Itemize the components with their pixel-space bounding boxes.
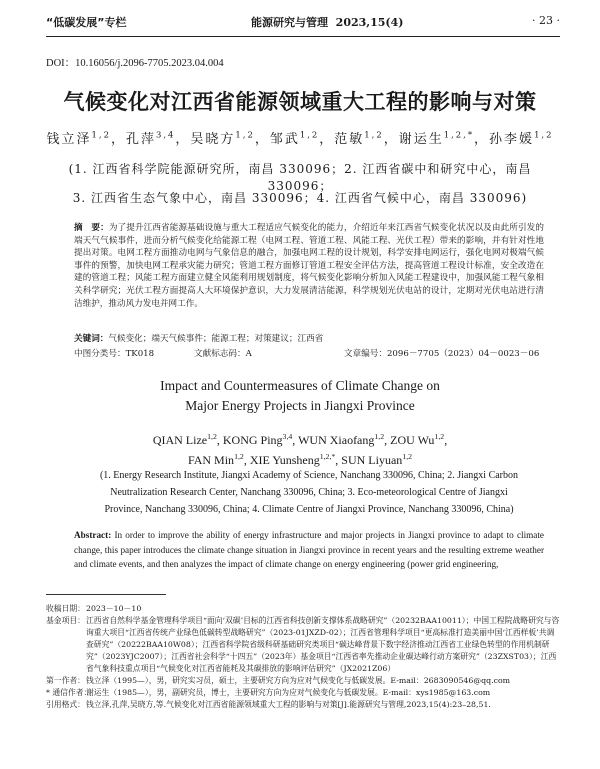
author-list-en <box>60 430 540 470</box>
header-divider <box>46 36 560 37</box>
footnote-corresponding <box>46 687 560 699</box>
paper-title: 气候变化对江西省能源领域重大工程的影响与对策 <box>63 90 537 114</box>
affiliation-en-line3: Province, Nanchang 330096, China; 4. Climate Centre of Jiangxi Province, Nanchang 330096, China) <box>104 504 514 515</box>
keywords-zh-label: 关键词： <box>74 334 109 344</box>
fund-text: 江西省自然科学基金管理科学项目“面向‘双碳’目标的江西省科技创新支撑体系战略研究”（20232BAA10011）；中国工程院战略研究与咨询重大项目“江西省传统产业绿色低碳转型战略研究”（2023-01JXZD-02）；江西省管理科学项目“更高标准打造美丽中国‘江西样板’共调查研究”（20222BAA10W08）；江西省科学院省级科研基础研究类项目“碳达峰背景下数字经济推动江西省工业绿色转型的作用机制研究”（2023YJC2007）；江西省社会科学“十四五”（2023年）基金项目“江西省率先推动企业碳达峰行动方案研究”（23ZXST03）；江西省气象科技重点项目“气候变化对江西省能耗及其碳排放的影响评估研究”（JX2021Z06） <box>86 616 560 673</box>
running-header <box>46 14 560 32</box>
fund-label: 基金项目： <box>46 616 85 625</box>
footnote-fund <box>46 615 560 675</box>
doi[interactable]: DOI：10.16056/j.2096-7705.2023.04.004 <box>46 58 224 69</box>
received-label: 收稿日期： <box>46 604 85 613</box>
citation-label: 引用格式： <box>46 700 85 709</box>
author-list-en-line1: QIAN Lize$^{1,2}$, KONG Ping$^{3,4}$, WUN Xiaofang$^{1,2}$, ZOU Wu$^{1,2}$, <box>152 432 448 447</box>
first-author-label: 第一作者： <box>46 676 85 685</box>
footnote-citation <box>46 699 560 711</box>
received-date: 2023－10－10 <box>86 604 142 613</box>
footnote-divider <box>46 594 166 595</box>
abstract-en-label: Abstract: <box>74 530 112 540</box>
abstract-zh <box>74 222 544 310</box>
english-title-line1: Impact and Countermeasures of Climate Change on <box>160 378 440 393</box>
column-label: “低碳发展”专栏 <box>46 16 127 29</box>
corresponding-text: 谢运生（1985—），男，副研究员，博士，主要研究方向为应对气候变化与低碳发展。E-mail：xys1985@163.com <box>86 688 491 697</box>
keywords-zh <box>74 332 544 344</box>
author-list-en-line2: FAN Min$^{1,2}$, XIE Yunsheng$^{1,2,*}$, SUN Liyuan$^{1,2}$ <box>187 452 413 467</box>
author-list-zh: 钱立泽$^{1,2}$，孔萍$^{3,4}$，吴晓方$^{1,2}$，邹武$^{1,2}$，范敏$^{1,2}$，谢运生$^{1,2,*}$，孙李媛$^{1,2}$ <box>46 129 554 147</box>
affiliation-en-line1: (1. Energy Research Institute, Jiangxi Academy of Science, Nanchang 330096, China; 2. Jiangxi Carbon <box>99 470 519 481</box>
article-number: 文章编号：2096－7705（2023）04－0023－06 <box>344 349 540 359</box>
english-title-line2: Major Energy Projects in Jiangxi Province <box>185 398 415 413</box>
page-number: · 23 · <box>532 14 560 27</box>
abstract-en-text: In order to improve the ability of energy infrastructure and major projects in Jiangxi province to adapt to climate change, this paper introduces the climate change situation in Jiangxi province in recent years and the resulting extreme weather and climate events, and then analyzes the impact of climate change on energy engineering (power grid engineering, <box>74 530 544 569</box>
footnotes <box>46 603 560 711</box>
keywords-zh-text: 气候变化；端天气候事件；能源工程；对策建议；江西省 <box>108 334 324 344</box>
citation-text: 钱立泽,孔萍,吴晓方,等.气候变化对江西省能源领域重大工程的影响与对策[J].能源研究与管理,2023,15(4):23–28,51. <box>86 700 491 709</box>
journal-title: 能源研究与管理 <box>251 16 328 29</box>
corresponding-label: * 通信作者： <box>46 688 92 697</box>
affiliation-en <box>74 467 544 518</box>
footnote-first-author <box>46 675 560 687</box>
affiliation-zh-line1: (1. 江西省科学院能源研究所，南昌 330096；2. 江西省碳中和研究中心，南昌 330096； <box>68 162 532 193</box>
document-code: 文献标志码：A <box>194 349 252 359</box>
affiliation-en-line2: Neutralization Research Center, Nanchang 330096, China; 3. Eco-meteorological Centre of Jiangxi <box>110 487 508 498</box>
affiliation-zh-line2: 3. 江西省生态气象中心，南昌 330096；4. 江西省气候中心，南昌 330096) <box>72 191 528 205</box>
journal-issue: 2023,15(4) <box>335 16 404 29</box>
footnote-received <box>46 603 560 615</box>
abstract-zh-text: 为了提升江西省能源基础设施与重大工程适应气候变化的能力，介绍近年来江西省气候变化状况以及由此所引发的端天气气候事件，进而分析气候变化给能源工程（电网工程、管道工程、风能工程、光伏工程）带来的影响，并有针对性地提出对策。电网工程方面推动电网与气象信息的融合，加强电网工程的设计规划，科学安排电网运行，强化电网对极端气候事件的预警，加快电网工程承灾能力研究；管道工程方面修订管道工程安全评估方法，提高管道工程设计标准，安全改造在建的管道工程；风能工程方面建立健全风能利用规划制度，将气候变化影响分析加入风能工程建设中，加强风能工程气象相关科学研究；光伏工程方面提高人大环境保护意识，大力发展清洁能源，科学规划光伏电站的设计，定期对光伏电站进行清洁维护，推动风力发电并网工作。 <box>74 223 544 309</box>
english-title <box>60 376 540 416</box>
clc-number: 中图分类号：TK018 <box>74 349 155 359</box>
journal-name <box>251 14 404 30</box>
abstract-en <box>74 528 544 572</box>
first-author-text: 钱立泽（1995—），男，研究实习员，硕士，主要研究方向为应对气候变化与低碳发展。E-mail：2683090546@qq.com <box>86 676 511 685</box>
abstract-zh-label: 摘 要： <box>74 223 109 233</box>
